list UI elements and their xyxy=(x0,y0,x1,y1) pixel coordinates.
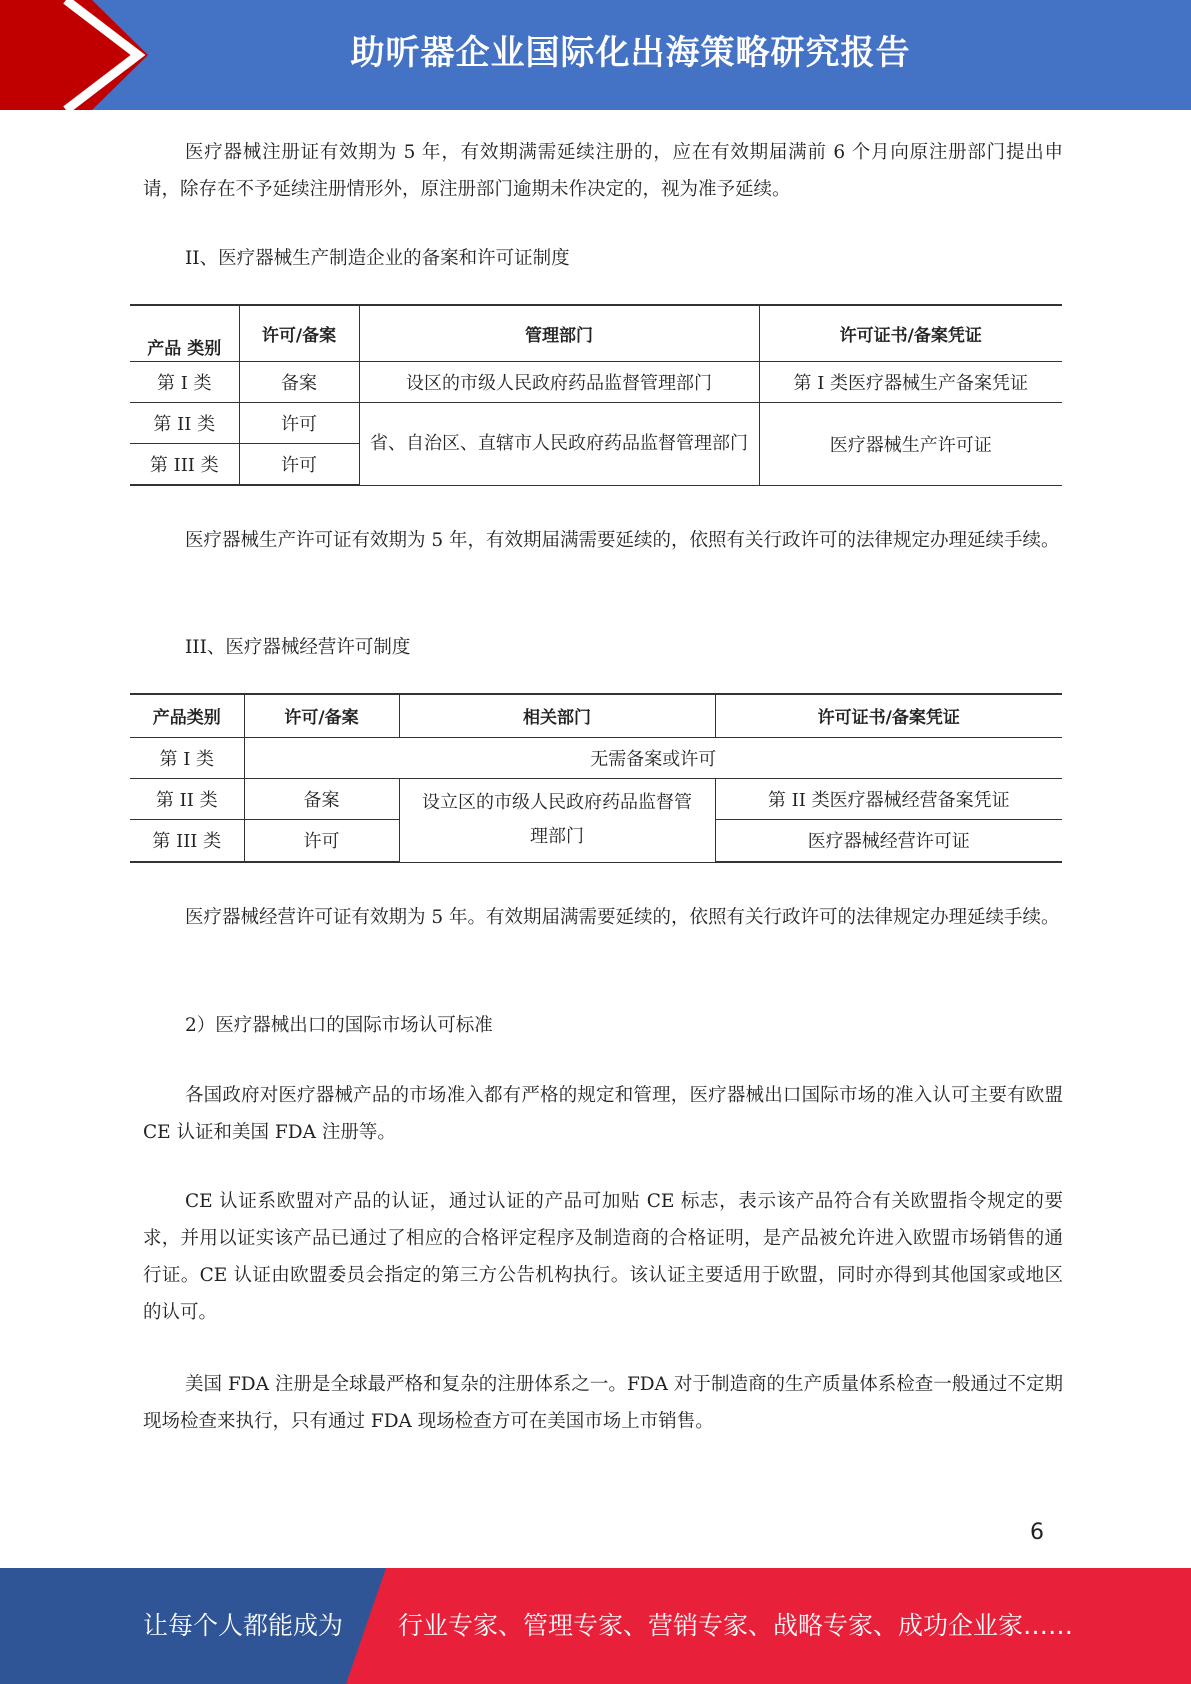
cell-category: 第 III 类 xyxy=(130,819,244,862)
header-authority: 管理部门 xyxy=(359,305,759,361)
cell-certificate: 第 I 类医疗器械生产备案凭证 xyxy=(759,361,1062,402)
cell-category: 第 II 类 xyxy=(130,778,244,819)
footer-slogan-lead: 让每个人都能成为 xyxy=(143,1611,344,1640)
page-header xyxy=(0,0,1191,110)
footer-slogan-roles: 行业专家、管理专家、营销专家、战略专家、成功企业家…… xyxy=(398,1611,1074,1640)
section-heading-production: II、医疗器械生产制造企业的备案和许可证制度 xyxy=(185,248,570,269)
header-related-department: 相关部门 xyxy=(399,694,715,737)
table-row xyxy=(130,778,1062,819)
cell-license-type: 许可 xyxy=(239,443,359,485)
paragraph-production-license-validity: 医疗器械生产许可证有效期为 5 年，有效期届满需要延续的，依照有关行政许可的法律规定办理延续手续。 xyxy=(185,530,1060,551)
paragraph-market-access: 各国政府对医疗器械产品的市场准入都有严格的规定和管理，医疗器械出口国际市场的准入认可主要有欧盟 CE 认证和美国 FDA 注册等。 xyxy=(143,1085,1063,1143)
header-certificate: 许可证书/备案凭证 xyxy=(715,694,1062,737)
cell-related-department: 设立区的市级人民政府药品监督管理部门 xyxy=(399,778,715,862)
cell-no-filing-required: 无需备案或许可 xyxy=(244,737,1062,778)
production-license-table xyxy=(130,304,1062,486)
cell-license-type: 备案 xyxy=(244,778,399,819)
header-product-category: 产品 类别 xyxy=(130,305,239,361)
cell-license-type: 许可 xyxy=(239,402,359,443)
page-number: 6 xyxy=(1030,1520,1044,1545)
cell-authority: 设区的市级人民政府药品监督管理部门 xyxy=(359,361,759,402)
cell-certificate: 医疗器械生产许可证 xyxy=(759,402,1062,485)
paragraph-ce-certification: CE 认证系欧盟对产品的认证，通过认证的产品可加贴 CE 标志，表示该产品符合有关欧盟指令规定的要求，并用以证实该产品已通过了相应的合格评定程序及制造商的合格证明，是产品被允许进入欧盟市场销售的通行证。CE 认证由欧盟委员会指定的第三方公告机构执行。该认证主要适用于欧盟，同时亦得到其他国家或地区的认可。 xyxy=(143,1191,1063,1323)
cell-category: 第 III 类 xyxy=(130,443,239,485)
cell-certificate: 医疗器械经营许可证 xyxy=(715,819,1062,862)
cell-category: 第 II 类 xyxy=(130,402,239,443)
paragraph-fda-registration: 美国 FDA 注册是全球最严格和复杂的注册体系之一。FDA 对于制造商的生产质量体系检查一般通过不定期现场检查来执行，只有通过 FDA 现场检查方可在美国市场上市销售。 xyxy=(143,1374,1063,1432)
distribution-license-table xyxy=(130,693,1062,863)
cell-category: 第 I 类 xyxy=(130,361,239,402)
paragraph-distribution-license-validity: 医疗器械经营许可证有效期为 5 年。有效期届满需要延续的，依照有关行政许可的法律规定办理延续手续。 xyxy=(185,907,1060,928)
header-product-category: 产品类别 xyxy=(130,694,244,737)
page-footer xyxy=(0,1568,1191,1684)
table-row xyxy=(130,361,1062,402)
header-license-filing: 许可/备案 xyxy=(239,305,359,361)
header-license-filing: 许可/备案 xyxy=(244,694,399,737)
cell-license-type: 许可 xyxy=(244,819,399,862)
section-heading-distribution: III、医疗器械经营许可制度 xyxy=(185,637,411,658)
header-arrow-decoration xyxy=(0,0,150,110)
cell-authority: 省、自治区、直辖市人民政府药品监督管理部门 xyxy=(359,402,759,485)
cell-certificate: 第 II 类医疗器械经营备案凭证 xyxy=(715,778,1062,819)
report-title: 助听器企业国际化出海策略研究报告 xyxy=(350,33,911,73)
table-row xyxy=(130,737,1062,778)
table-row xyxy=(130,402,1062,443)
table-header-row xyxy=(130,694,1062,737)
table-header-row xyxy=(130,305,1062,361)
section-heading-export-standards: 2）医疗器械出口的国际市场认可标准 xyxy=(185,1015,493,1036)
paragraph-registration-validity: 医疗器械注册证有效期为 5 年，有效期满需延续注册的，应在有效期届满前 6 个月向原注册部门提出申请，除存在不予延续注册情形外，原注册部门逾期未作决定的，视为准予延续。 xyxy=(143,142,1063,200)
cell-license-type: 备案 xyxy=(239,361,359,402)
cell-category: 第 I 类 xyxy=(130,737,244,778)
header-certificate: 许可证书/备案凭证 xyxy=(759,305,1062,361)
